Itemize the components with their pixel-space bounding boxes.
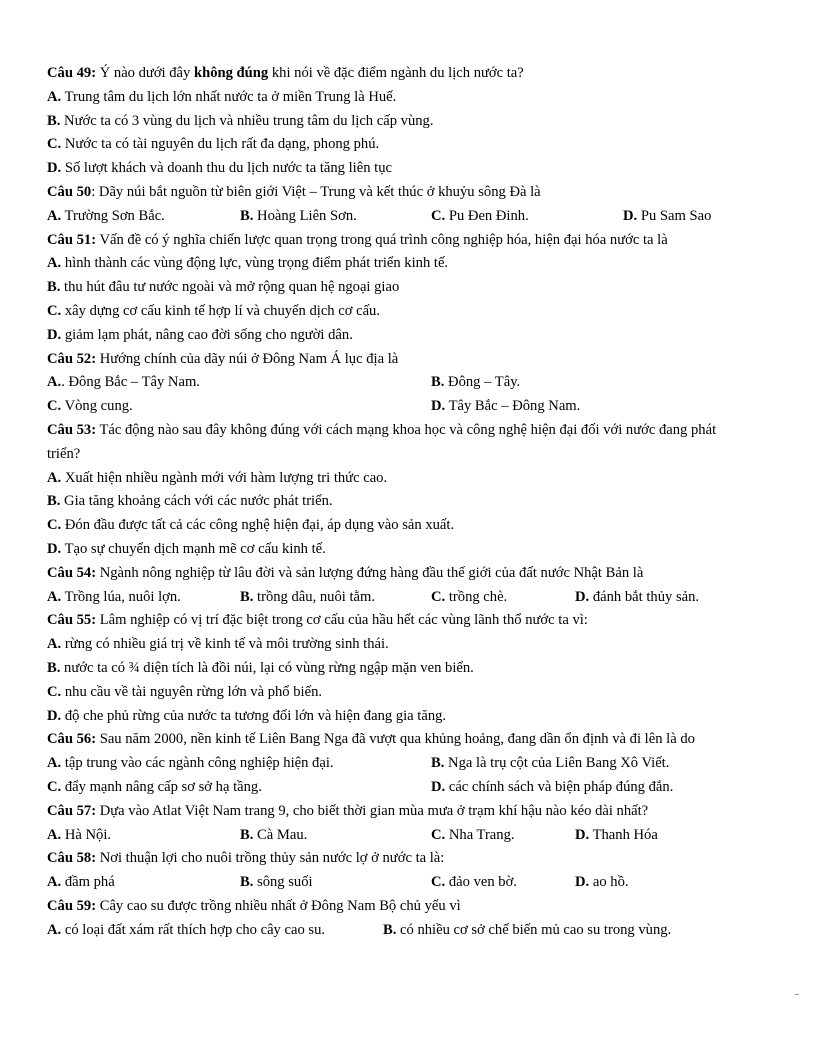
option-text: Nước ta có tài nguyên du lịch rất đa dạng, phong phú. <box>61 136 380 153</box>
question-58-options <box>47 871 747 895</box>
option-text: trồng chè. <box>445 588 508 605</box>
option-key: C. <box>47 517 62 534</box>
option-b <box>431 371 520 395</box>
option-key: C. <box>47 778 62 795</box>
option-b <box>383 919 671 943</box>
question-52-options-row2 <box>47 395 747 419</box>
option-text: giảm lạm phát, nâng cao đời sống cho người dân. <box>61 326 353 343</box>
option-text: Đón đầu được tất cả các công nghệ hiện đại, áp dụng vào sản xuất. <box>61 517 455 534</box>
option-d <box>431 395 580 419</box>
question-label: Câu 56: <box>47 731 97 748</box>
option-key: C. <box>431 207 446 224</box>
option-key: A. <box>47 88 62 105</box>
option-text: Xuất hiện nhiều ngành mới với hàm lượng tri thức cao. <box>61 469 388 486</box>
question-text: Ý nào dưới đây <box>96 65 194 81</box>
option-text: Nước ta có 3 vùng du lịch và nhiều trung tâm du lịch cấp vùng. <box>60 112 434 129</box>
option-key: B. <box>47 279 61 296</box>
option-a <box>47 752 334 776</box>
question-49-option-a <box>47 86 747 110</box>
option-text: có nhiều cơ sở chế biến mủ cao su trong vùng. <box>396 921 672 938</box>
question-text: : Dãy núi bắt nguồn từ biên giới Việt – Trung và kết thúc ở khuỷu sông Đà là <box>91 183 541 200</box>
question-59-options <box>47 919 747 943</box>
question-59-stem <box>47 895 747 919</box>
option-key: A. <box>47 636 62 653</box>
question-label: Câu 57: <box>47 802 97 819</box>
option-text: Nha Trang. <box>445 826 515 843</box>
question-text: Lâm nghiệp có vị trí đặc biệt trong cơ cấu của hầu hết các vùng lãnh thổ nước ta vì: <box>96 612 588 629</box>
option-key: A. <box>47 255 62 272</box>
option-key: B. <box>47 112 61 129</box>
question-55-option-a <box>47 633 747 657</box>
question-53-stem <box>47 419 747 467</box>
option-text: các chính sách và biện pháp đúng đắn. <box>445 778 674 795</box>
option-key: B. <box>240 874 254 891</box>
question-label: Câu 49: <box>47 65 97 81</box>
question-52-options-row1 <box>47 371 747 395</box>
option-text: Thanh Hóa <box>589 826 658 843</box>
option-key: D. <box>575 874 590 891</box>
option-key: A. <box>47 207 62 224</box>
option-text: hình thành các vùng động lực, vùng trọng điểm phát triển kinh tế. <box>61 255 449 272</box>
option-d <box>575 586 699 610</box>
option-key: B. <box>240 207 254 224</box>
question-49-option-c <box>47 133 747 157</box>
option-b <box>431 752 669 776</box>
option-text: tập trung vào các ngành công nghiệp hiện đại. <box>61 755 334 772</box>
option-text: trồng dâu, nuôi tằm. <box>253 588 375 605</box>
option-b <box>240 586 375 610</box>
option-text: xây dựng cơ cấu kinh tế hợp lí và chuyển dịch cơ cấu. <box>61 302 380 319</box>
question-51-option-b <box>47 276 747 300</box>
question-51-option-a <box>47 252 747 276</box>
option-text: Cà Mau. <box>253 826 308 843</box>
question-53-option-b <box>47 490 747 514</box>
question-text: Hướng chính của dãy núi ở Đông Nam Á lục địa là <box>96 350 399 367</box>
option-text: Trồng lúa, nuôi lợn. <box>61 588 181 605</box>
option-text: độ che phủ rừng của nước ta tương đối lớn và hiện đang gia tăng. <box>61 707 447 724</box>
option-key: A. <box>47 588 62 605</box>
option-text: đẩy mạnh nâng cấp sơ sở hạ tầng. <box>61 778 262 795</box>
question-56-options-row2 <box>47 776 747 800</box>
option-text: Nga là trụ cột của Liên Bang Xô Viết. <box>444 755 670 772</box>
option-b <box>240 824 307 848</box>
question-text: khi nói về đặc điểm ngành du lịch nước ta? <box>268 65 524 81</box>
question-emphasis: không đúng <box>193 65 269 81</box>
question-label: Câu 55: <box>47 612 97 629</box>
option-text: Tây Bắc – Đông Nam. <box>445 398 581 415</box>
option-key: A. <box>47 921 62 938</box>
option-text: đánh bắt thủy sản. <box>589 588 700 605</box>
option-key: D. <box>47 707 62 724</box>
question-56-stem <box>47 728 747 752</box>
question-50-options <box>47 205 747 229</box>
page-edge-mark <box>795 994 799 995</box>
question-53-option-c <box>47 514 747 538</box>
option-d <box>575 824 658 848</box>
option-a <box>47 586 181 610</box>
option-key: C. <box>47 683 62 700</box>
option-key: B. <box>431 755 445 772</box>
option-key: D. <box>575 588 590 605</box>
option-key: D. <box>47 326 62 343</box>
question-text: Ngành nông nghiệp từ lâu đời và sản lượng đứng hàng đầu thế giới của đất nước Nhật Bản là <box>96 564 644 581</box>
option-key: D. <box>47 540 62 557</box>
option-text: Số lượt khách và doanh thu du lịch nước ta tăng liên tục <box>61 160 392 177</box>
option-key: B. <box>47 659 61 676</box>
option-text: Trường Sơn Bắc. <box>61 207 165 224</box>
option-b <box>240 205 357 229</box>
option-key: A. <box>47 826 62 843</box>
option-c <box>431 586 507 610</box>
question-56-options-row1 <box>47 752 747 776</box>
option-key: C. <box>431 874 446 891</box>
option-c <box>47 776 262 800</box>
option-key: D. <box>431 778 446 795</box>
option-a <box>47 371 200 395</box>
question-54-options <box>47 586 747 610</box>
question-55-option-d <box>47 705 747 729</box>
question-text: Dựa vào Atlat Việt Nam trang 9, cho biết thời gian mùa mưa ở trạm khí hậu nào kéo dài nhất? <box>96 802 649 819</box>
question-49-stem <box>47 62 747 86</box>
option-a <box>47 919 325 943</box>
option-key: D. <box>575 826 590 843</box>
question-text: Sau năm 2000, nền kinh tế Liên Bang Nga đã vượt qua khủng hoảng, đang dần ổn định và đi lên là do <box>96 731 695 748</box>
option-c <box>431 824 515 848</box>
option-b <box>240 871 313 895</box>
option-text: Đông – Tây. <box>444 374 521 391</box>
option-a <box>47 205 165 229</box>
option-text: đầm phá <box>61 874 115 891</box>
option-text: có loại đất xám rất thích hợp cho cây cao su. <box>61 921 326 938</box>
option-text: nhu cầu về tài nguyên rừng lớn và phổ biến. <box>61 683 323 700</box>
question-53-option-a <box>47 467 747 491</box>
option-key: C. <box>431 588 446 605</box>
question-label: Câu 59: <box>47 897 97 914</box>
question-55-option-c <box>47 681 747 705</box>
question-57-options <box>47 824 747 848</box>
option-text: Hoàng Liên Sơn. <box>253 207 357 224</box>
option-key: B. <box>240 588 254 605</box>
question-55-stem <box>47 609 747 633</box>
question-label: Câu 54: <box>47 564 97 581</box>
question-text: Cây cao su được trồng nhiều nhất ở Đông Nam Bộ chủ yếu vì <box>96 897 461 914</box>
question-49-option-d <box>47 157 747 181</box>
option-text: Pu Sam Sao <box>637 207 712 224</box>
option-key: A. <box>47 755 62 772</box>
question-label: Câu 51: <box>47 231 97 248</box>
option-c <box>431 871 517 895</box>
option-text: Trung tâm du lịch lớn nhất nước ta ở miền Trung là Huế. <box>61 88 397 105</box>
question-label: Câu 52: <box>47 350 97 367</box>
question-54-stem <box>47 562 747 586</box>
option-text: thu hút đâu tư nước ngoài và mở rộng quan hệ ngoại giao <box>60 279 400 296</box>
option-text: đảo ven bờ. <box>445 874 517 891</box>
option-text: ao hồ. <box>589 874 629 891</box>
option-d <box>431 776 673 800</box>
option-c <box>47 395 133 419</box>
option-key: A. <box>47 874 62 891</box>
option-key: C. <box>47 398 62 415</box>
option-key: B. <box>47 493 61 510</box>
option-text: Tạo sự chuyển dịch mạnh mẽ cơ cấu kinh tế. <box>61 540 326 557</box>
option-key: C. <box>431 826 446 843</box>
option-key: C. <box>47 136 62 153</box>
question-51-stem <box>47 229 747 253</box>
question-55-option-b <box>47 657 747 681</box>
option-text: rừng có nhiều giá trị về kinh tế và môi trường sinh thái. <box>61 636 389 653</box>
option-text: nước ta có ¾ diện tích là đồi núi, lại có vùng rừng ngập mặn ven biển. <box>60 659 474 676</box>
option-a <box>47 824 111 848</box>
option-text: sông suối <box>253 874 313 891</box>
option-key: B. <box>431 374 445 391</box>
option-text: . Đông Bắc – Tây Nam. <box>61 374 200 391</box>
option-key: D. <box>623 207 638 224</box>
option-key: D. <box>47 160 62 177</box>
option-c <box>431 205 529 229</box>
option-text: Pu Đen Đinh. <box>445 207 529 224</box>
question-58-stem <box>47 847 747 871</box>
option-key: A. <box>47 469 62 486</box>
option-key: C. <box>47 302 62 319</box>
question-label: Câu 58: <box>47 850 97 867</box>
option-d <box>575 871 629 895</box>
option-key: B. <box>383 921 397 938</box>
option-key: A. <box>47 374 62 391</box>
question-text: Tác động nào sau đây không đúng với cách mạng khoa học và công nghệ hiện đại đối với nước đang phát triển? <box>47 421 717 462</box>
option-text: Gia tăng khoảng cách với các nước phát triển. <box>60 493 333 510</box>
question-text: Vấn đề có ý nghĩa chiến lược quan trọng trong quá trình công nghiệp hóa, hiện đại hóa nước ta là <box>96 231 668 248</box>
exam-page <box>47 62 747 942</box>
question-51-option-c <box>47 300 747 324</box>
question-52-stem <box>47 348 747 372</box>
question-label: Câu 53: <box>47 421 97 438</box>
option-d <box>623 205 711 229</box>
question-57-stem <box>47 800 747 824</box>
question-53-option-d <box>47 538 747 562</box>
option-key: B. <box>240 826 254 843</box>
question-50-stem <box>47 181 747 205</box>
option-text: Vòng cung. <box>61 398 133 415</box>
question-text: Nơi thuận lợi cho nuôi trồng thủy sản nước lợ ở nước ta là: <box>96 850 445 867</box>
question-49-option-b <box>47 110 747 134</box>
question-label: Câu 50 <box>47 183 92 200</box>
option-key: D. <box>431 398 446 415</box>
option-text: Hà Nội. <box>61 826 112 843</box>
option-a <box>47 871 115 895</box>
question-51-option-d <box>47 324 747 348</box>
